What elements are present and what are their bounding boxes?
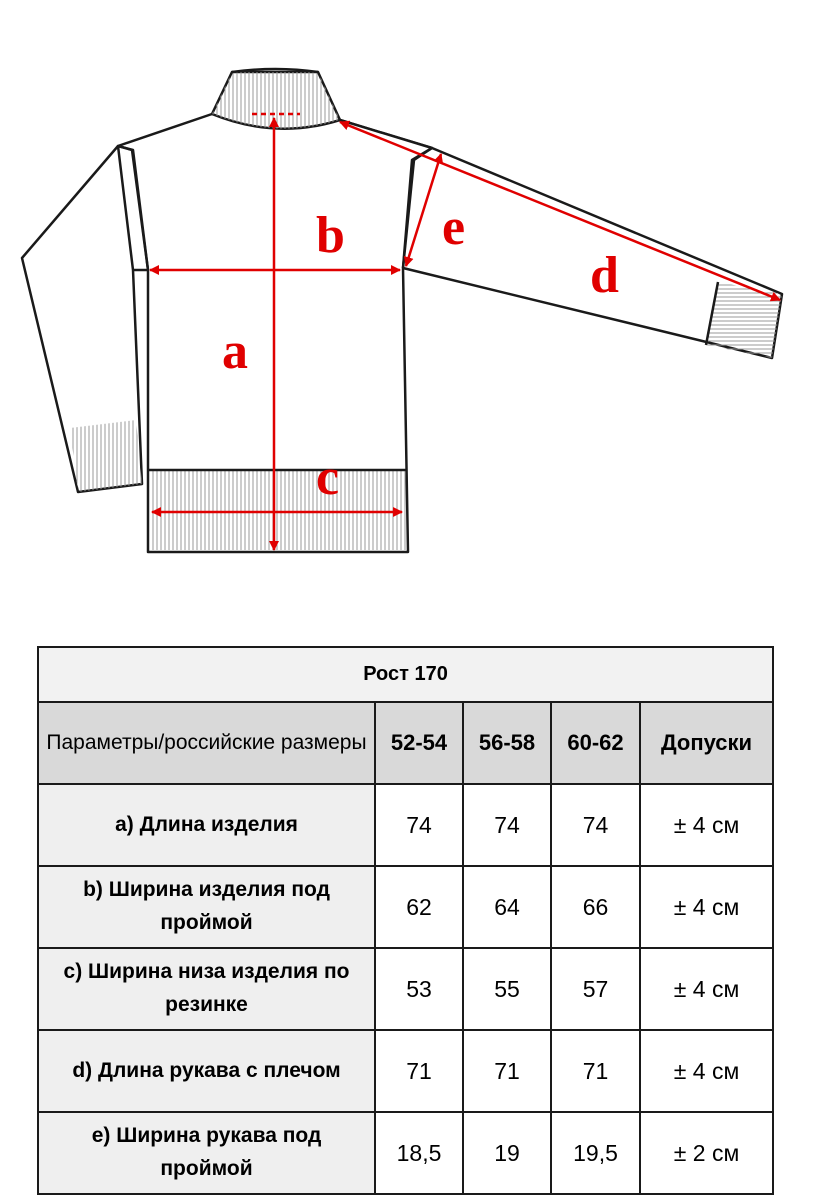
table-title: Рост 170 [38, 647, 773, 702]
row-value: 62 [375, 866, 463, 948]
row-tolerance: ± 4 см [640, 784, 773, 866]
table-row [38, 1030, 773, 1112]
row-tolerance: ± 4 см [640, 866, 773, 948]
header-param: Параметры/российские размеры [38, 702, 375, 784]
header-size: 56-58 [463, 702, 551, 784]
row-value: 53 [375, 948, 463, 1030]
row-tolerance: ± 2 см [640, 1112, 773, 1194]
table-row [38, 784, 773, 866]
row-tolerance: ± 4 см [640, 1030, 773, 1112]
row-value: 71 [551, 1030, 640, 1112]
row-value: 19 [463, 1112, 551, 1194]
row-name: e) Ширина рукава под проймой [38, 1112, 375, 1194]
row-name: a) Длина изделия [38, 784, 375, 866]
header-size: 60-62 [551, 702, 640, 784]
row-value: 18,5 [375, 1112, 463, 1194]
row-value: 74 [375, 784, 463, 866]
table-row [38, 1112, 773, 1194]
row-value: 64 [463, 866, 551, 948]
label-d: d [590, 247, 619, 304]
row-value: 55 [463, 948, 551, 1030]
row-value: 19,5 [551, 1112, 640, 1194]
label-a: a [222, 323, 248, 380]
sweater-outline [22, 69, 782, 552]
label-b: b [316, 207, 345, 264]
row-value: 71 [463, 1030, 551, 1112]
row-name: d) Длина рукава с плечом [38, 1030, 375, 1112]
row-tolerance: ± 4 см [640, 948, 773, 1030]
size-table [37, 646, 774, 1195]
row-value: 74 [551, 784, 640, 866]
row-name: b) Ширина изделия под проймой [38, 866, 375, 948]
row-name: c) Ширина низа изделия по резинке [38, 948, 375, 1030]
row-value: 74 [463, 784, 551, 866]
row-value: 57 [551, 948, 640, 1030]
header-tolerance: Допуски [640, 702, 773, 784]
row-value: 71 [375, 1030, 463, 1112]
table-row [38, 866, 773, 948]
header-size: 52-54 [375, 702, 463, 784]
row-value: 66 [551, 866, 640, 948]
table-header-row [38, 702, 773, 784]
label-e: e [442, 199, 466, 256]
label-c: c [316, 449, 340, 506]
table-row [38, 948, 773, 1030]
table-title-row [38, 647, 773, 702]
